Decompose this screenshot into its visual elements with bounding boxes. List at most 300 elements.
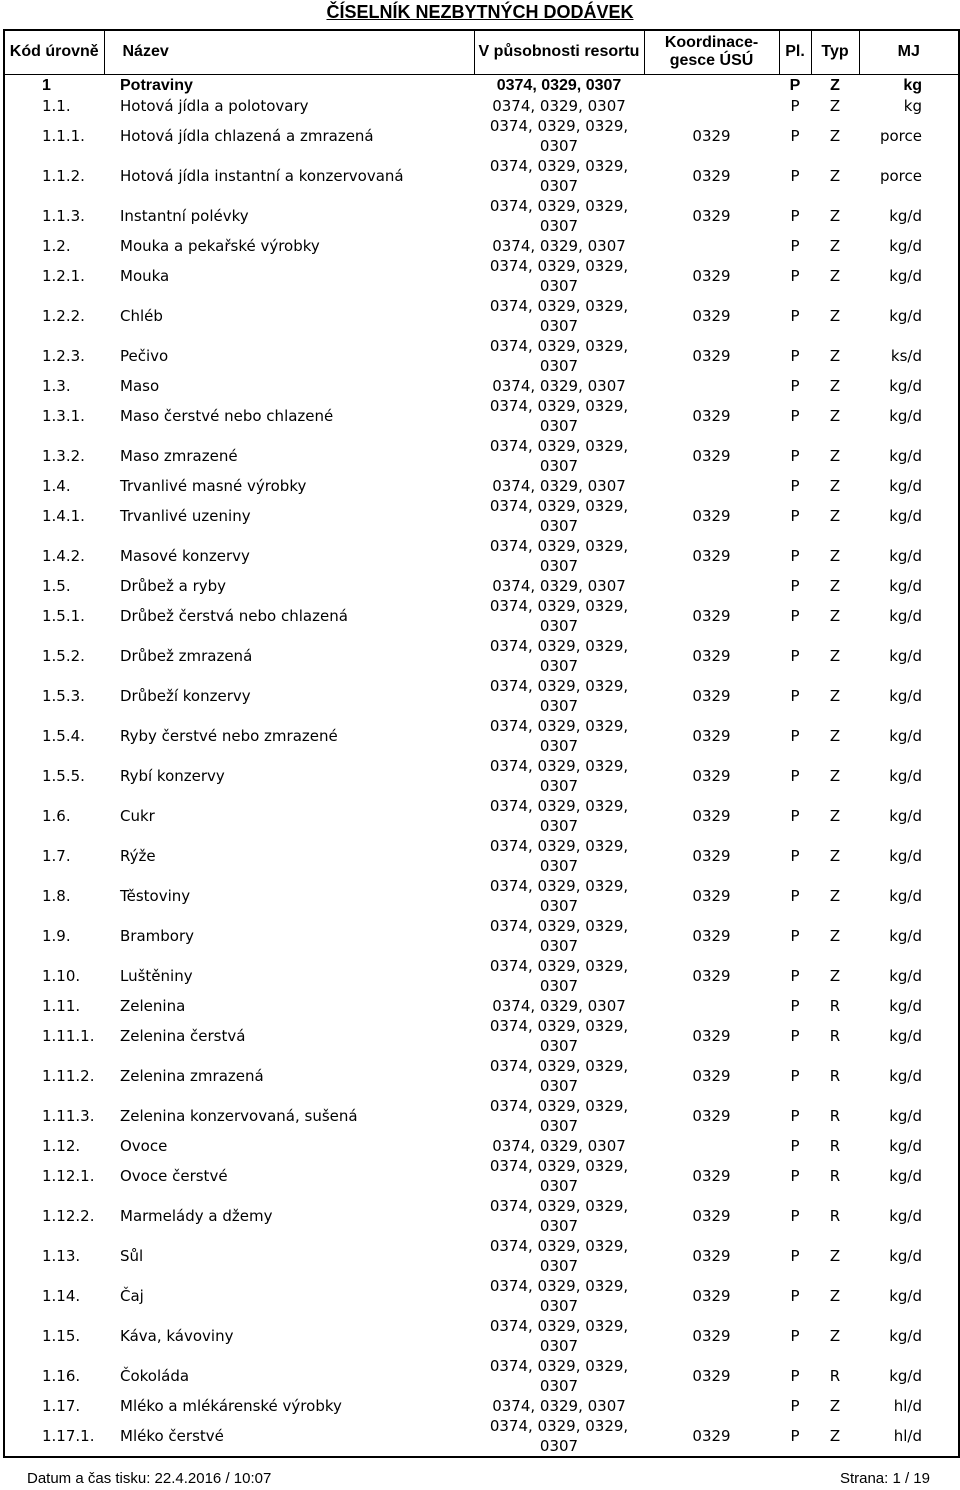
table-row xyxy=(4,1096,959,1136)
cell-vp: 0374, 0329, 0307 xyxy=(492,236,626,255)
cell-vp: 0374, 0329, 0329, 0307 xyxy=(489,637,629,675)
cell-typ: Z xyxy=(829,1246,841,1265)
cell-typ: Z xyxy=(829,206,841,225)
cell-typ: Z xyxy=(829,806,841,825)
cell-nazev: Trvanlivé masné výrobky xyxy=(120,476,307,495)
cell-typ: Z xyxy=(829,306,841,325)
cell-vp: 0374, 0329, 0329, 0307 xyxy=(489,797,629,835)
table-row xyxy=(4,236,959,256)
cell-pl: P xyxy=(790,476,800,495)
cell-kod: 1.5. xyxy=(42,576,71,595)
cell-kod: 1.5.3. xyxy=(42,686,85,705)
cell-pl: P xyxy=(790,1366,800,1385)
cell-pl: P xyxy=(790,1206,800,1225)
cell-kod: 1.11.2. xyxy=(42,1066,95,1085)
cell-mj: hl/d xyxy=(893,1426,922,1445)
cell-mj: kg/d xyxy=(889,686,922,705)
table-row xyxy=(4,1136,959,1156)
cell-mj: kg/d xyxy=(889,206,922,225)
cell-pl: P xyxy=(790,1426,800,1445)
cell-pl: P xyxy=(790,1326,800,1345)
cell-vp: 0374, 0329, 0329, 0307 xyxy=(489,257,629,295)
cell-koord: 0329 xyxy=(692,806,731,825)
table-row xyxy=(4,1416,959,1457)
cell-koord: 0329 xyxy=(692,1066,731,1085)
table-row xyxy=(4,396,959,436)
header-pl: Pl. xyxy=(779,30,811,74)
cell-nazev: Drůbež čerstvá nebo chlazená xyxy=(120,606,348,625)
cell-kod: 1.1.3. xyxy=(42,206,85,225)
header-nazev: Název xyxy=(104,30,474,74)
cell-typ: Z xyxy=(829,886,841,905)
cell-kod: 1.2. xyxy=(42,236,71,255)
table-row xyxy=(4,296,959,336)
cell-koord: 0329 xyxy=(692,966,731,985)
cell-pl: P xyxy=(790,926,800,945)
cell-typ: Z xyxy=(829,376,841,395)
cell-mj: kg/d xyxy=(889,1246,922,1265)
cell-kod: 1.7. xyxy=(42,846,71,865)
cell-vp: 0374, 0329, 0329, 0307 xyxy=(489,877,629,915)
cell-koord: 0329 xyxy=(692,926,731,945)
cell-mj: kg/d xyxy=(889,306,922,325)
cell-typ: Z xyxy=(829,686,841,705)
cell-pl: P xyxy=(790,1106,800,1125)
table-row xyxy=(4,1396,959,1416)
cell-nazev: Masové konzervy xyxy=(120,546,250,565)
cell-typ: Z xyxy=(829,506,841,525)
table-row xyxy=(4,336,959,376)
cell-typ: R xyxy=(829,1026,841,1045)
cell-pl: P xyxy=(790,346,800,365)
cell-typ: Z xyxy=(830,76,840,94)
cell-nazev: Maso čerstvé nebo chlazené xyxy=(120,406,334,425)
cell-vp: 0374, 0329, 0329, 0307 xyxy=(489,957,629,995)
cell-pl: P xyxy=(790,996,800,1015)
cell-mj: kg/d xyxy=(889,1206,922,1225)
cell-koord: 0329 xyxy=(692,126,731,145)
cell-vp: 0374, 0329, 0329, 0307 xyxy=(489,1017,629,1055)
cell-pl: P xyxy=(790,886,800,905)
cell-koord xyxy=(644,1396,779,1416)
table-row xyxy=(4,1016,959,1056)
cell-mj: kg/d xyxy=(889,446,922,465)
cell-kod: 1.6. xyxy=(42,806,71,825)
cell-nazev: Ovoce čerstvé xyxy=(120,1166,228,1185)
cell-vp: 0374, 0329, 0329, 0307 xyxy=(489,1057,629,1095)
cell-kod: 1.4.2. xyxy=(42,546,85,565)
cell-vp: 0374, 0329, 0329, 0307 xyxy=(489,1157,629,1195)
table-row xyxy=(4,876,959,916)
cell-mj: kg/d xyxy=(889,1106,922,1125)
cell-koord: 0329 xyxy=(692,1026,731,1045)
supplies-table xyxy=(3,29,960,1458)
cell-vp: 0374, 0329, 0307 xyxy=(492,996,626,1015)
cell-kod: 1.13. xyxy=(42,1246,81,1265)
cell-vp: 0374, 0329, 0329, 0307 xyxy=(489,397,629,435)
cell-pl: P xyxy=(790,606,800,625)
cell-nazev: Zelenina zmrazená xyxy=(120,1066,264,1085)
cell-vp: 0374, 0329, 0329, 0307 xyxy=(489,1417,629,1455)
cell-mj: kg xyxy=(903,76,922,94)
cell-vp: 0374, 0329, 0329, 0307 xyxy=(489,677,629,715)
cell-mj: kg xyxy=(903,96,922,115)
cell-vp: 0374, 0329, 0329, 0307 xyxy=(489,1197,629,1235)
table-row xyxy=(4,376,959,396)
header-mj: MJ xyxy=(859,30,959,74)
cell-pl: P xyxy=(790,806,800,825)
cell-kod: 1 xyxy=(42,76,51,94)
cell-kod: 1.11.1. xyxy=(42,1026,95,1045)
cell-mj: kg/d xyxy=(889,376,922,395)
cell-koord: 0329 xyxy=(692,1286,731,1305)
cell-nazev: Mléko čerstvé xyxy=(120,1426,224,1445)
cell-typ: Z xyxy=(829,236,841,255)
print-date: Datum a čas tisku: 22.4.2016 / 10:07 xyxy=(27,1470,272,1487)
cell-koord: 0329 xyxy=(692,346,731,365)
cell-mj: porce xyxy=(879,166,922,185)
table-row xyxy=(4,1056,959,1096)
cell-vp: 0374, 0329, 0329, 0307 xyxy=(489,1237,629,1275)
cell-mj: kg/d xyxy=(889,266,922,285)
cell-mj: kg/d xyxy=(889,886,922,905)
cell-koord: 0329 xyxy=(692,166,731,185)
cell-koord xyxy=(644,1136,779,1156)
cell-pl: P xyxy=(790,1166,800,1185)
cell-nazev: Instantní polévky xyxy=(120,206,249,225)
cell-mj: kg/d xyxy=(889,1166,922,1185)
cell-typ: Z xyxy=(829,266,841,285)
cell-pl: P xyxy=(790,446,800,465)
cell-kod: 1.5.5. xyxy=(42,766,85,785)
table-row xyxy=(4,676,959,716)
cell-koord: 0329 xyxy=(692,1206,731,1225)
table-row xyxy=(4,836,959,876)
table-row xyxy=(4,1316,959,1356)
cell-nazev: Těstoviny xyxy=(120,886,191,905)
cell-kod: 1.4.1. xyxy=(42,506,85,525)
cell-pl: P xyxy=(790,646,800,665)
cell-koord: 0329 xyxy=(692,646,731,665)
cell-kod: 1.2.1. xyxy=(42,266,85,285)
cell-typ: Z xyxy=(829,1286,841,1305)
cell-kod: 1.2.2. xyxy=(42,306,85,325)
cell-kod: 1.10. xyxy=(42,966,81,985)
cell-pl: P xyxy=(790,546,800,565)
cell-koord: 0329 xyxy=(692,446,731,465)
cell-mj: kg/d xyxy=(889,806,922,825)
cell-kod: 1.2.3. xyxy=(42,346,85,365)
cell-kod: 1.3.1. xyxy=(42,406,85,425)
cell-mj: kg/d xyxy=(889,726,922,745)
cell-mj: kg/d xyxy=(889,476,922,495)
cell-nazev: Rýže xyxy=(120,846,156,865)
cell-koord: 0329 xyxy=(692,206,731,225)
table-row xyxy=(4,196,959,236)
cell-pl: P xyxy=(790,1026,800,1045)
table-row xyxy=(4,536,959,576)
cell-kod: 1.16. xyxy=(42,1366,81,1385)
cell-nazev: Káva, kávoviny xyxy=(120,1326,234,1345)
cell-vp: 0374, 0329, 0329, 0307 xyxy=(489,1317,629,1355)
table-row xyxy=(4,996,959,1016)
cell-typ: Z xyxy=(829,966,841,985)
cell-mj: hl/d xyxy=(893,1396,922,1415)
cell-vp: 0374, 0329, 0329, 0307 xyxy=(489,157,629,195)
cell-typ: Z xyxy=(829,406,841,425)
cell-pl: P xyxy=(790,506,800,525)
table-row xyxy=(4,116,959,156)
table-row xyxy=(4,716,959,756)
cell-koord: 0329 xyxy=(692,306,731,325)
cell-pl: P xyxy=(790,576,800,595)
header-vp: V působnosti resortu xyxy=(474,30,644,74)
page-title-text: ČÍSELNÍK NEZBYTNÝCH DODÁVEK xyxy=(326,2,634,22)
cell-typ: Z xyxy=(829,446,841,465)
cell-koord: 0329 xyxy=(692,606,731,625)
cell-pl: P xyxy=(790,206,800,225)
cell-pl: P xyxy=(790,236,800,255)
cell-pl: P xyxy=(790,266,800,285)
cell-kod: 1.1.2. xyxy=(42,166,85,185)
cell-nazev: Zelenina čerstvá xyxy=(120,1026,246,1045)
cell-koord: 0329 xyxy=(692,886,731,905)
cell-pl: P xyxy=(790,376,800,395)
cell-nazev: Trvanlivé uzeniny xyxy=(120,506,251,525)
cell-mj: ks/d xyxy=(890,346,922,365)
cell-nazev: Drůbež a ryby xyxy=(120,576,227,595)
table-row xyxy=(4,156,959,196)
cell-nazev: Ovoce xyxy=(120,1136,168,1155)
cell-koord: 0329 xyxy=(692,1246,731,1265)
cell-koord xyxy=(644,96,779,116)
header-typ: Typ xyxy=(811,30,859,74)
cell-vp: 0374, 0329, 0307 xyxy=(492,376,626,395)
cell-kod: 1.8. xyxy=(42,886,71,905)
page-number: Strana: 1 / 19 xyxy=(839,1470,930,1487)
cell-typ: Z xyxy=(829,546,841,565)
cell-koord: 0329 xyxy=(692,406,731,425)
cell-pl: P xyxy=(790,126,800,145)
cell-vp: 0374, 0329, 0307 xyxy=(496,76,622,94)
cell-koord: 0329 xyxy=(692,766,731,785)
cell-vp: 0374, 0329, 0329, 0307 xyxy=(489,1357,629,1395)
cell-koord: 0329 xyxy=(692,266,731,285)
cell-nazev: Chléb xyxy=(120,306,163,325)
cell-kod: 1.12.1. xyxy=(42,1166,95,1185)
cell-kod: 1.11. xyxy=(42,996,81,1015)
cell-pl: P xyxy=(790,1136,800,1155)
cell-mj: kg/d xyxy=(889,506,922,525)
cell-pl: P xyxy=(790,1286,800,1305)
cell-mj: kg/d xyxy=(889,966,922,985)
cell-pl: P xyxy=(790,966,800,985)
cell-nazev: Pečivo xyxy=(120,346,169,365)
cell-vp: 0374, 0329, 0329, 0307 xyxy=(489,497,629,535)
table-row xyxy=(4,1156,959,1196)
cell-nazev: Mouka a pekařské výrobky xyxy=(120,236,320,255)
cell-kod: 1.17.1. xyxy=(42,1426,95,1445)
cell-pl: P xyxy=(790,846,800,865)
cell-kod: 1.4. xyxy=(42,476,71,495)
cell-kod: 1.3.2. xyxy=(42,446,85,465)
cell-mj: kg/d xyxy=(889,1136,922,1155)
cell-koord: 0329 xyxy=(692,546,731,565)
cell-typ: Z xyxy=(829,1396,841,1415)
cell-vp: 0374, 0329, 0329, 0307 xyxy=(489,1097,629,1135)
table-row xyxy=(4,636,959,676)
cell-koord: 0329 xyxy=(692,1326,731,1345)
cell-nazev: Marmelády a džemy xyxy=(120,1206,273,1225)
table-row xyxy=(4,796,959,836)
table-row xyxy=(4,1196,959,1236)
cell-vp: 0374, 0329, 0329, 0307 xyxy=(489,757,629,795)
cell-vp: 0374, 0329, 0307 xyxy=(492,476,626,495)
cell-typ: Z xyxy=(829,726,841,745)
table-row xyxy=(4,576,959,596)
cell-typ: Z xyxy=(829,846,841,865)
cell-typ: Z xyxy=(829,576,841,595)
cell-nazev: Zelenina xyxy=(120,996,186,1015)
table-row xyxy=(4,956,959,996)
cell-nazev: Hotová jídla a polotovary xyxy=(120,96,309,115)
cell-typ: Z xyxy=(829,346,841,365)
cell-typ: R xyxy=(829,996,841,1015)
cell-typ: Z xyxy=(829,476,841,495)
cell-nazev: Ryby čerstvé nebo zmrazené xyxy=(120,726,338,745)
header-koordinace: Koordinace-gesce ÚSÚ xyxy=(644,30,779,74)
cell-nazev: Čaj xyxy=(120,1286,144,1305)
cell-vp: 0374, 0329, 0329, 0307 xyxy=(489,437,629,475)
cell-kod: 1.12.2. xyxy=(42,1206,95,1225)
cell-mj: kg/d xyxy=(889,406,922,425)
cell-koord xyxy=(644,996,779,1016)
table-header-row xyxy=(4,30,959,74)
cell-vp: 0374, 0329, 0329, 0307 xyxy=(489,537,629,575)
cell-pl: P xyxy=(790,96,800,115)
cell-typ: R xyxy=(829,1136,841,1155)
cell-nazev: Zelenina konzervovaná, sušená xyxy=(120,1106,358,1125)
cell-typ: Z xyxy=(829,1426,841,1445)
cell-mj: porce xyxy=(879,126,922,145)
table-row xyxy=(4,476,959,496)
cell-kod: 1.3. xyxy=(42,376,71,395)
cell-pl: P xyxy=(790,766,800,785)
cell-typ: R xyxy=(829,1106,841,1125)
cell-kod: 1.17. xyxy=(42,1396,81,1415)
cell-kod: 1.5.1. xyxy=(42,606,85,625)
cell-mj: kg/d xyxy=(889,1286,922,1305)
cell-nazev: Cukr xyxy=(120,806,155,825)
table-row xyxy=(4,496,959,536)
table-row xyxy=(4,756,959,796)
cell-pl: P xyxy=(790,166,800,185)
table-row xyxy=(4,1276,959,1316)
cell-typ: R xyxy=(829,1066,841,1085)
cell-typ: R xyxy=(829,1206,841,1225)
cell-mj: kg/d xyxy=(889,1366,922,1385)
cell-vp: 0374, 0329, 0329, 0307 xyxy=(489,297,629,335)
cell-vp: 0374, 0329, 0329, 0307 xyxy=(489,837,629,875)
table-row xyxy=(4,596,959,636)
cell-nazev: Drůbež zmrazená xyxy=(120,646,253,665)
cell-kod: 1.5.2. xyxy=(42,646,85,665)
cell-typ: Z xyxy=(829,646,841,665)
cell-nazev: Maso xyxy=(120,376,160,395)
cell-koord: 0329 xyxy=(692,1366,731,1385)
cell-typ: R xyxy=(829,1366,841,1385)
cell-pl: P xyxy=(790,406,800,425)
table-body xyxy=(4,74,959,1457)
cell-kod: 1.14. xyxy=(42,1286,81,1305)
cell-koord xyxy=(644,376,779,396)
cell-koord: 0329 xyxy=(692,1426,731,1445)
cell-mj: kg/d xyxy=(889,236,922,255)
cell-koord xyxy=(644,236,779,256)
cell-mj: kg/d xyxy=(889,646,922,665)
cell-koord: 0329 xyxy=(692,686,731,705)
cell-vp: 0374, 0329, 0329, 0307 xyxy=(489,917,629,955)
cell-koord xyxy=(644,476,779,496)
cell-vp: 0374, 0329, 0307 xyxy=(492,1136,626,1155)
cell-mj: kg/d xyxy=(889,926,922,945)
cell-koord xyxy=(644,576,779,596)
cell-typ: Z xyxy=(829,96,841,115)
cell-koord: 0329 xyxy=(692,506,731,525)
cell-koord: 0329 xyxy=(692,846,731,865)
cell-vp: 0374, 0329, 0307 xyxy=(492,96,626,115)
cell-vp: 0374, 0329, 0329, 0307 xyxy=(489,1277,629,1315)
cell-mj: kg/d xyxy=(889,846,922,865)
cell-typ: Z xyxy=(829,126,841,145)
cell-nazev: Hotová jídla chlazená a zmrazená xyxy=(120,126,374,145)
cell-mj: kg/d xyxy=(889,606,922,625)
cell-nazev: Brambory xyxy=(120,926,195,945)
page-title xyxy=(0,0,960,24)
cell-vp: 0374, 0329, 0329, 0307 xyxy=(489,337,629,375)
table-row xyxy=(4,436,959,476)
cell-kod: 1.1. xyxy=(42,96,71,115)
cell-nazev: Drůbeží konzervy xyxy=(120,686,251,705)
cell-kod: 1.9. xyxy=(42,926,71,945)
cell-nazev: Potraviny xyxy=(120,76,193,94)
cell-pl: P xyxy=(790,726,800,745)
cell-nazev: Mouka xyxy=(120,266,170,285)
cell-typ: Z xyxy=(829,926,841,945)
cell-nazev: Maso zmrazené xyxy=(120,446,238,465)
cell-nazev: Rybí konzervy xyxy=(120,766,225,785)
cell-pl: P xyxy=(790,1066,800,1085)
cell-typ: Z xyxy=(829,766,841,785)
cell-nazev: Mléko a mlékárenské výrobky xyxy=(120,1396,342,1415)
cell-typ: Z xyxy=(829,1326,841,1345)
cell-typ: Z xyxy=(829,606,841,625)
cell-typ: R xyxy=(829,1166,841,1185)
cell-kod: 1.12. xyxy=(42,1136,81,1155)
cell-pl: P xyxy=(790,306,800,325)
table-row xyxy=(4,256,959,296)
table-row xyxy=(4,1236,959,1276)
table-row xyxy=(4,1356,959,1396)
cell-mj: kg/d xyxy=(889,766,922,785)
cell-vp: 0374, 0329, 0329, 0307 xyxy=(489,717,629,755)
cell-kod: 1.1.1. xyxy=(42,126,85,145)
cell-mj: kg/d xyxy=(889,1066,922,1085)
cell-kod: 1.5.4. xyxy=(42,726,85,745)
cell-pl: P xyxy=(790,1396,800,1415)
cell-typ: Z xyxy=(829,166,841,185)
cell-koord: 0329 xyxy=(692,1166,731,1185)
